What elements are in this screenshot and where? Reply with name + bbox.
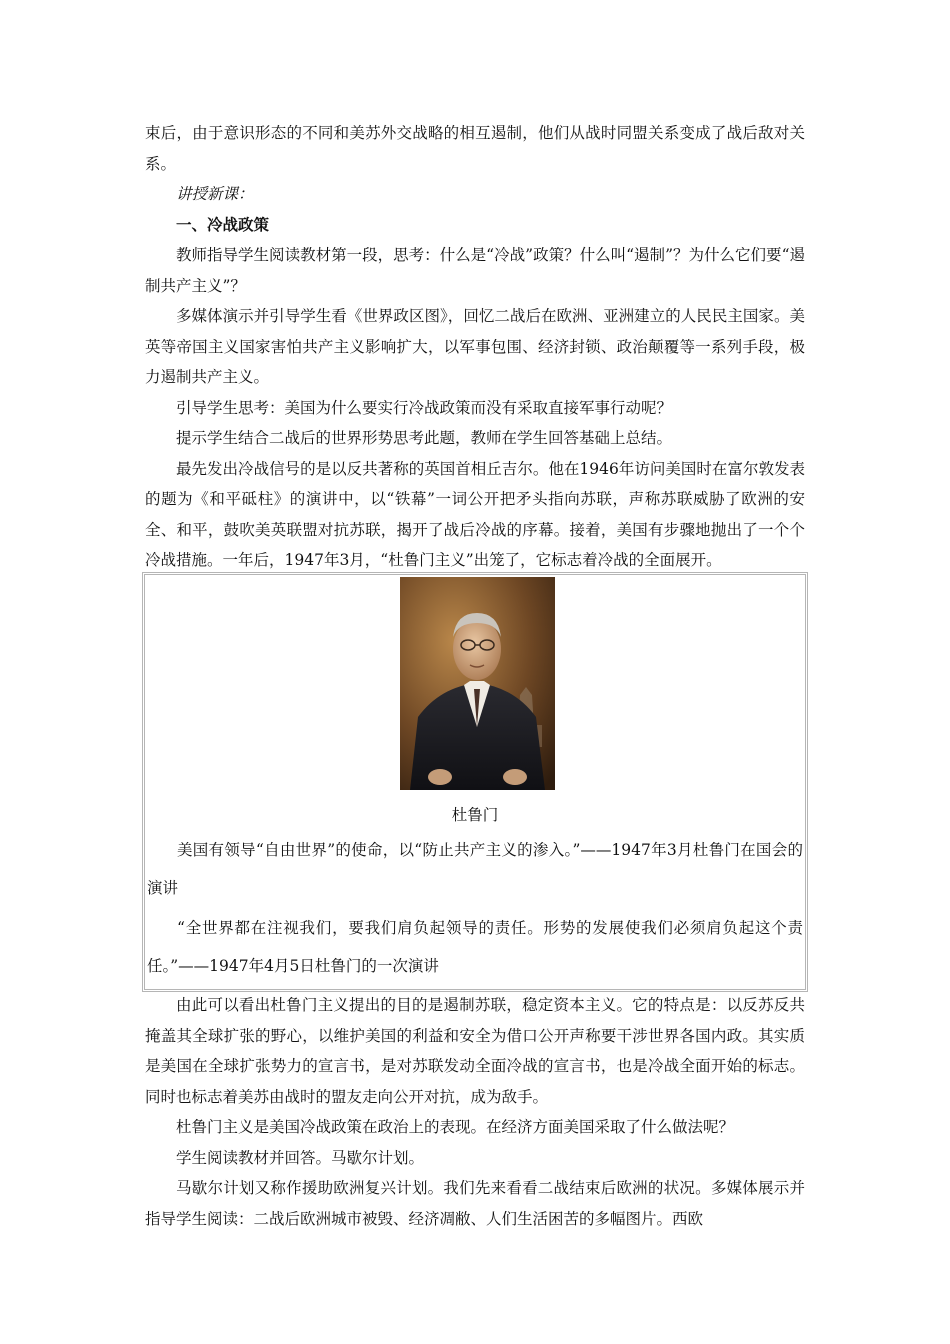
paragraph-multimedia-map: 多媒体演示并引导学生看《世界政区图》，回忆二战后在欧洲、亚洲建立的人民民主国家。美英等帝国主义国家害怕共产主义影响扩大，以军事包围、经济封锁、政治颠覆等一系列手段，极力遏制共产主义。 <box>145 307 805 386</box>
truman-quote-speech: “全世界都在注视我们，要我们肩负起领导的责任。形势的发展使我们必须肩负起这个责任。”——1947年4月5日杜鲁门的一次演讲 <box>147 919 803 975</box>
top-text <box>145 118 805 576</box>
truman-quote-congress: 美国有领导“自由世界”的使命，以“防止共产主义的渗入。”——1947年3月杜鲁门在国会的演讲 <box>147 841 803 897</box>
paragraph-marshall-plan: 马歇尔计划又称作援助欧洲复兴计划。我们先来看看二战结束后欧洲的状况。多媒体展示并指导学生阅读：二战后欧洲城市被毁、经济凋敝、人们生活困苦的多幅图片。西欧 <box>145 1179 805 1228</box>
paragraph-student-answer: 学生阅读教材并回答。马歇尔计划。 <box>176 1148 425 1167</box>
paragraph-question: 引导学生思考：美国为什么要实行冷战政策而没有采取直接军事行动呢？ <box>176 398 673 417</box>
paragraph-continuation: 束后，由于意识形态的不同和美苏外交战略的相互遏制，他们从战时同盟关系变成了战后敌对关系。 <box>145 124 805 173</box>
truman-figure-box <box>142 572 808 992</box>
portrait-caption: 杜鲁门 <box>451 806 499 824</box>
bottom-text <box>145 990 805 1234</box>
section-label-new-lesson: 讲授新课： <box>176 185 254 203</box>
paragraph-truman-doctrine: 由此可以看出杜鲁门主义提出的目的是遏制苏联，稳定资本主义。它的特点是：以反苏反共掩盖其全球扩张的野心，以维护美国的利益和安全为借口公开声称要干涉世界各国内政。其实质是美国在全球扩张势力的宣言书，是对苏联发动全面冷战的宣言书，也是冷战全面开始的标志。同时也标志着美苏由战时的盟友走向公开对抗，成为敌手。 <box>145 996 805 1106</box>
paragraph-economic-question: 杜鲁门主义是美国冷战政策在政治上的表现。在经济方面美国采取了什么做法呢？ <box>176 1118 735 1136</box>
paragraph-teacher-guidance: 教师指导学生阅读教材第一段，思考：什么是“冷战”政策？什么叫“遏制”？为什么它们要“遏制共产主义”？ <box>145 246 805 295</box>
heading-cold-war-policy: 一、冷战政策 <box>176 214 270 234</box>
truman-portrait-image <box>400 577 555 790</box>
paragraph-hint: 提示学生结合二战后的世界形势思考此题，教师在学生回答基础上总结。 <box>176 429 673 447</box>
paragraph-churchill: 最先发出冷战信号的是以反共著称的英国首相丘吉尔。他在1946年访问美国时在富尔敦发表的题为《和平砥柱》的演讲中，以“铁幕”一词公开把矛头指向苏联，声称苏联威胁了欧洲的安全、和平，鼓吹美英联盟对抗苏联，揭开了战后冷战的序幕。接着，美国有步骤地抛出了一个个冷战措施。一年后，1947年3月，“杜鲁门主义”出笼了，它标志着冷战的全面展开。 <box>145 459 805 569</box>
